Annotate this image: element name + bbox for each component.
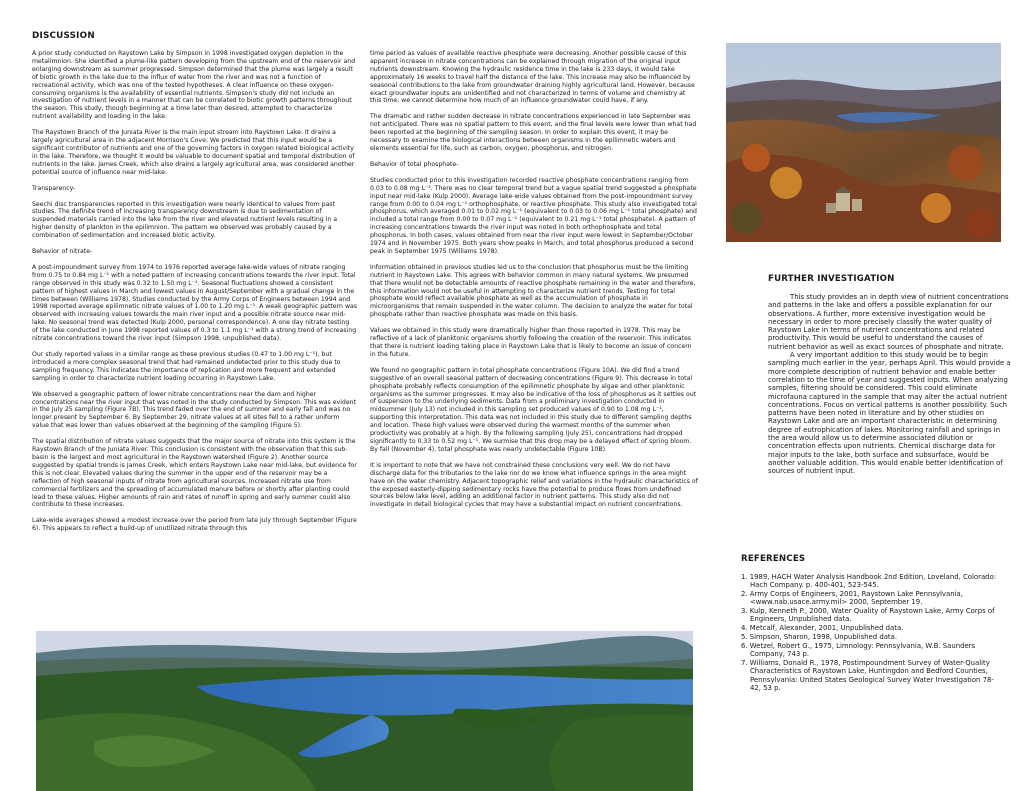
reference-item: 3. Kulp, Kenneth P., 2000, Water Quality of Raystown Lake, Army Corps of Engineers, Unpublished data.: [741, 607, 995, 624]
hillside-lake-photo: [726, 43, 1001, 242]
paragraph: The Raystown Branch of the Juniata River is the main input stream into Raystown Lake. It drains a largely agricultural area in the adjacent Morrison's Cove. We predicted that this input would be a significant contributor of nutrients and one of the governing factors in oxygen related biological activity in the lake. Therefore, we thought it would be valuable to document spatial and temporal distribution of nutrients in the lake. James Creek, which also drains a largely agricultural area, was considered another potential source of influence near mid-lake.: [32, 129, 355, 176]
paragraph: We observed a geographic pattern of lower nitrate concentrations near the dam and higher concentrations near the river input that was noted in the study conducted by Simpson. This was evident in the July 25 sampling (Figure 7B). This trend faded over the end of summer and early fall and was no longer present by September 6. By September 29, nitrate values at all sites fell to a rather uniform value that was lower than values observed at the beginning of the sampling (Figure 5).: [32, 390, 357, 430]
paragraph: A prior study conducted on Raystown Lake by Simpson in 1998 investigated oxygen depletion in the metalimnion. She identified a plume-like pattern developing from the upstream end of the reservoir and enlarging downstream as summer progressed. Simpson determined that the plume was largely a result of biotic growth in the lake due to the influx of water from the river and was not a function of recreational activity, which was one of the tested hypotheses. A clear influence on these oxygen-consuming organisms is the availability of essential nutrients. Simpson's study did not include an investigation of nutrient levels in a manner that can be correlated to biotic growth patterns throughout the season. This study, though beginning at a time later than desired, attempted to characterize nutrient availability and loading in the lake.: [32, 50, 356, 121]
paragraph: It is important to note that we have not constrained these conclusions very well. We do not have discharge data for the tributaries to the lake nor do we know what influence springs in the area might have on the water chemistry. Adjacent topographic relief and variations in the hydraulic characteristics of the exposed easterly-dipping sedimentary rocks have the potential to produce flows from undefined sources below lake level, adding an additional factor in nutrient patterns. This study also did not investigate in detail biological cycles that may have a substantial impact on nutrient concentrations.: [370, 461, 698, 509]
references-list: [741, 573, 1003, 693]
discussion-column-1: [32, 50, 357, 541]
subheading-phosphate: Behavior of total phosphate-: [370, 160, 459, 168]
reference-item: 4. Metcalf, Alexander, 2001, Unpublished data.: [741, 624, 904, 633]
paragraph: A post-impoundment survey from 1974 to 1976 reported average lake-wide values of nitrate ranging from 0.75 to 0.84 mg L⁻¹ with a noted pattern of increasing concentrations towards the river input. Total range observed in this study was 0.32 to 1.50 mg L⁻¹. Seasonal fluctuations showed a consistent pattern of highest values in March and lowest values in August/September with a gradual change in the times between (Williams 1978). Studies conducted by the Army Corps of Engineers between 1994 and 1998 reported average epilimnetic nitrate values of 1.00 to 1.20 mg L⁻¹. A weak geographic pattern was observed with increasing values towards the main river input and a possible nitrate source near mid-lake. No seasonal trend was detected (Kulp 2000, personal correspondence). A one day nitrate testing of the lake conducted in June 1998 reported values of 0.3 to 1.1 mg L⁻¹ with a strong trend of increasing nitrate concentrations toward the river input (Simpson 1998, unpublished data).: [32, 263, 358, 343]
reference-item: 1. 1989, HACH Water Analysis Handbook 2nd Edition, Loveland, Colorado: Hach Company. p. 400-401, 523-545.: [741, 573, 997, 590]
reference-item: 2. Army Corps of Engineers, 2001, Raystown Lake Pennsylvania, <www.nab.usace.army.mil> 2000, September 19.: [741, 590, 963, 607]
further-investigation-text: [768, 293, 1011, 476]
paragraph: Seechi disc transparencies reported in this investigation were nearly identical to values from past studies. The definite trend of increasing transparency downstream is due to sedimentation of suspended materials carried into the lake from the river and elevated nutrient levels resulting in a higher density of plankton in the epilimnion. The pattern we observed was probably caused by a combination of sedimentation and increased biotic activity.: [32, 200, 338, 240]
reference-item: 7. Williams, Donald R., 1978, Postimpoundment Survey of Water-Quality Characteristics of Raystown Lake, Huntingdon and Bedford Counties, Pennsylvania: United States Geological Survey Water Investigation 78-42, 53 p.: [741, 658, 994, 692]
paragraph: The spatial distribution of nitrate values suggests that the major source of nitrate into this system is the Raystown Branch of the Juniata River. This conclusion is consistent with the observation that this sub-basin is the largest and most agricultural in the Raystown watershed (Figure 2). Another source suggested by spatial trends is James Creek, which enters Raystown Lake near mid-lake, but evidence for this is not clear. Elevated values during the summer in the upper end of the reservoir may be a reflection of high seasonal inputs of nitrate from agricultural sources. Increased nitrate use from commercial fertilizers and the spreading of accumulated manure before or shortly after planting could lead to these values. Higher amounts of rain and rates of runoff in spring and early summer could also contribute to these increases.: [32, 438, 357, 509]
paragraph: Information obtained in previous studies led us to the conclusion that phosphorus must be the limiting nutrient in Raystown Lake. This agrees with behavior common in many natural systems. We presumed that there would not be detectable amounts of reactive phosphate remaining in the water and therefore, this information would not be useful in attempting to characterize nutrient trends. Testing for total phosphate would reflect available phosphate as well as the accumulation of phosphate in microorganisms that remain suspended in the water column. The decision to analyze the water for total phosphate rather than reactive phosphate was made on this basis.: [370, 263, 696, 319]
subheading-nitrate: Behavior of nitrate-: [32, 248, 93, 256]
reference-item: 5. Simpson, Sharon, 1998, Unpublished data.: [741, 633, 898, 642]
paragraph: time period as values of available reactive phosphate were decreasing. Another possible cause of this apparent increase in nitrate concentrations can be explained through migration of the original input nutrients downstream. Knowing the hydraulic residence time in the lake is 233 days, it would take approximately 16 weeks to travel half the distance of the lake. This increase may also be influenced by seasonal contributions to the lake from groundwater draining highly agricultural land. However, because exact groundwater inputs are unidentified and not characterized in terms of volume and chemistry at this time, we cannot determine how much of an influence groundwater could have, if any.: [370, 50, 695, 105]
subheading-transparency: Transparency-: [32, 184, 76, 192]
discussion-column-2: [370, 50, 698, 517]
lake-aerial-photo: [36, 631, 693, 791]
paragraph: Studies conducted prior to this investigation recorded reactive phosphate concentrations ranging from 0.03 to 0.08 mg L⁻¹. There was no clear temporal trend but a vague spatial trend suggested a phosphate input near mid-lake (Kulp 2000). Average lake-wide values obtained from the post-impoundment survey range from 0.00 to 0.04 mg L⁻¹ orthophosphate, or reactive phosphate. This study also investigated total phosphorus, which averaged 0.01 to 0.02 mg L⁻¹ (equivalent to 0.03 to 0.06 mg L⁻¹ total phosphate) and included a total range from 0.00 to 0.07 mg L⁻¹ (equivalent to 0.21 mg L⁻¹ total phosphate). A pattern of increasing concentrations towards the river input was noted in both orthophosphate and total phosphorus. In both cases, values obtained from near the river input were lowest in September/October 1974 and in November 1975. Both years show peaks in March, and total phosphorus produced a second peak in September 1975 (Williams 1978).: [370, 176, 697, 255]
paragraph: Values we obtained in this study were dramatically higher than those reported in 1978. This may be reflective of a lack of planktonic organisms shortly following the creation of the reservoir. This indicates that there is nutrient loading taking place in Raystown Lake that is likely to become an issue of concern in the future.: [370, 327, 692, 358]
further-investigation-heading: FURTHER INVESTIGATION: [768, 274, 895, 284]
paragraph: We found no geographic pattern in total phosphate concentrations (Figure 10A). We did find a trend suggestive of an overall seasonal pattern of decreasing concentrations (Figure 9). This decrease in total phosphate probably reflects consumption of the epilimnetic phosphate by algae and other planktonic organisms as the summer progresses. It may also be indicative of the loss of phosphorus as it settles out of suspension to the underlying sediments. Data from a preliminary investigation conducted in midsummer (July 13) not included in this sampling set produced values of 0.90 to 1.08 mg L⁻¹, supporting this interpretation. This data was not included in this study due to different sampling depths and location. These high values were observed during the warmest months of the summer when productivity was probably at a high. By the following sampling (July 25), concentrations had dropped significantly to 0.33 to 0.52 mg L⁻¹. We surmise that this drop may be a delayed effect of spring bloom. By fall (November 4), total phosphate was nearly undetectable (Figure 10B).: [370, 366, 697, 453]
discussion-heading: DISCUSSION: [32, 31, 95, 41]
paragraph: This study provides an in depth view of nutrient concentrations and patterns in the lake and offers a possible explanation for our observations. A further, more extensive investigation would be necessary in order to more precisely classify the water quality of Raystown Lake in terms of nutrient concentrations and related productivity. This would be useful to understand the causes of nutrient behavior as well as exact sources of phosphate and nitrate.: [768, 293, 1009, 351]
paragraph: Lake-wide averages showed a modest increase over the period from late July through September (Figure 6). This appears to reflect a build-up of unutilized nitrate through this: [32, 517, 357, 533]
paragraph: The dramatic and rather sudden decrease in nitrate concentrations experienced in late September was not anticipated. There was no spatial pattern to this event, and the final levels were lower than what had been reported at the beginning of the sampling season. In order to explain this event, it may be necessary to examine the biological interactions between organisms in the epilimnetic waters and elements essential for life, such as carbon, oxygen, phosphorus, and nitrogen.: [370, 113, 697, 152]
paragraph: A very important addition to this study would be to begin sampling much earlier in the year, perhaps April. This would provide a more complete description of nutrient behavior and enable better correlation to the time of year and suggested inputs. When analyzing samples, filtering should be considered. This could eliminate microfauna captured in the sample that may alter the actual nutrient concentrations. Focus on vertical patterns is another possibility. Such patterns have been noted in literature and by other studies on Raystown Lake and are an important characteristic in determining degree of eutrophication of lakes. Monitoring rainfall and springs in the area would allow us to determine associated dilution or concentration effects upon nutrients. Chemical discharge data for major inputs to the lake, both surface and subsurface, would be another valuable addition. This would enable better identification of sources of nutrient input.: [768, 351, 1011, 476]
reference-item: 6. Wetzel, Robert G., 1975, Limnology: Pennsylvania, W.B. Saunders Company, 743 p.: [741, 641, 976, 659]
paragraph: Our study reported values in a similar range as these previous studies (0.47 to 1.00 mg L⁻¹), but introduced a more complex seasonal trend that had remained undetected prior to this study due to sampling frequency. This indicates the importance of replication and more frequent and extended sampling in order to characterize nutrient loading occurring in Raystown Lake.: [32, 351, 341, 382]
references-heading: REFERENCES: [741, 554, 806, 564]
